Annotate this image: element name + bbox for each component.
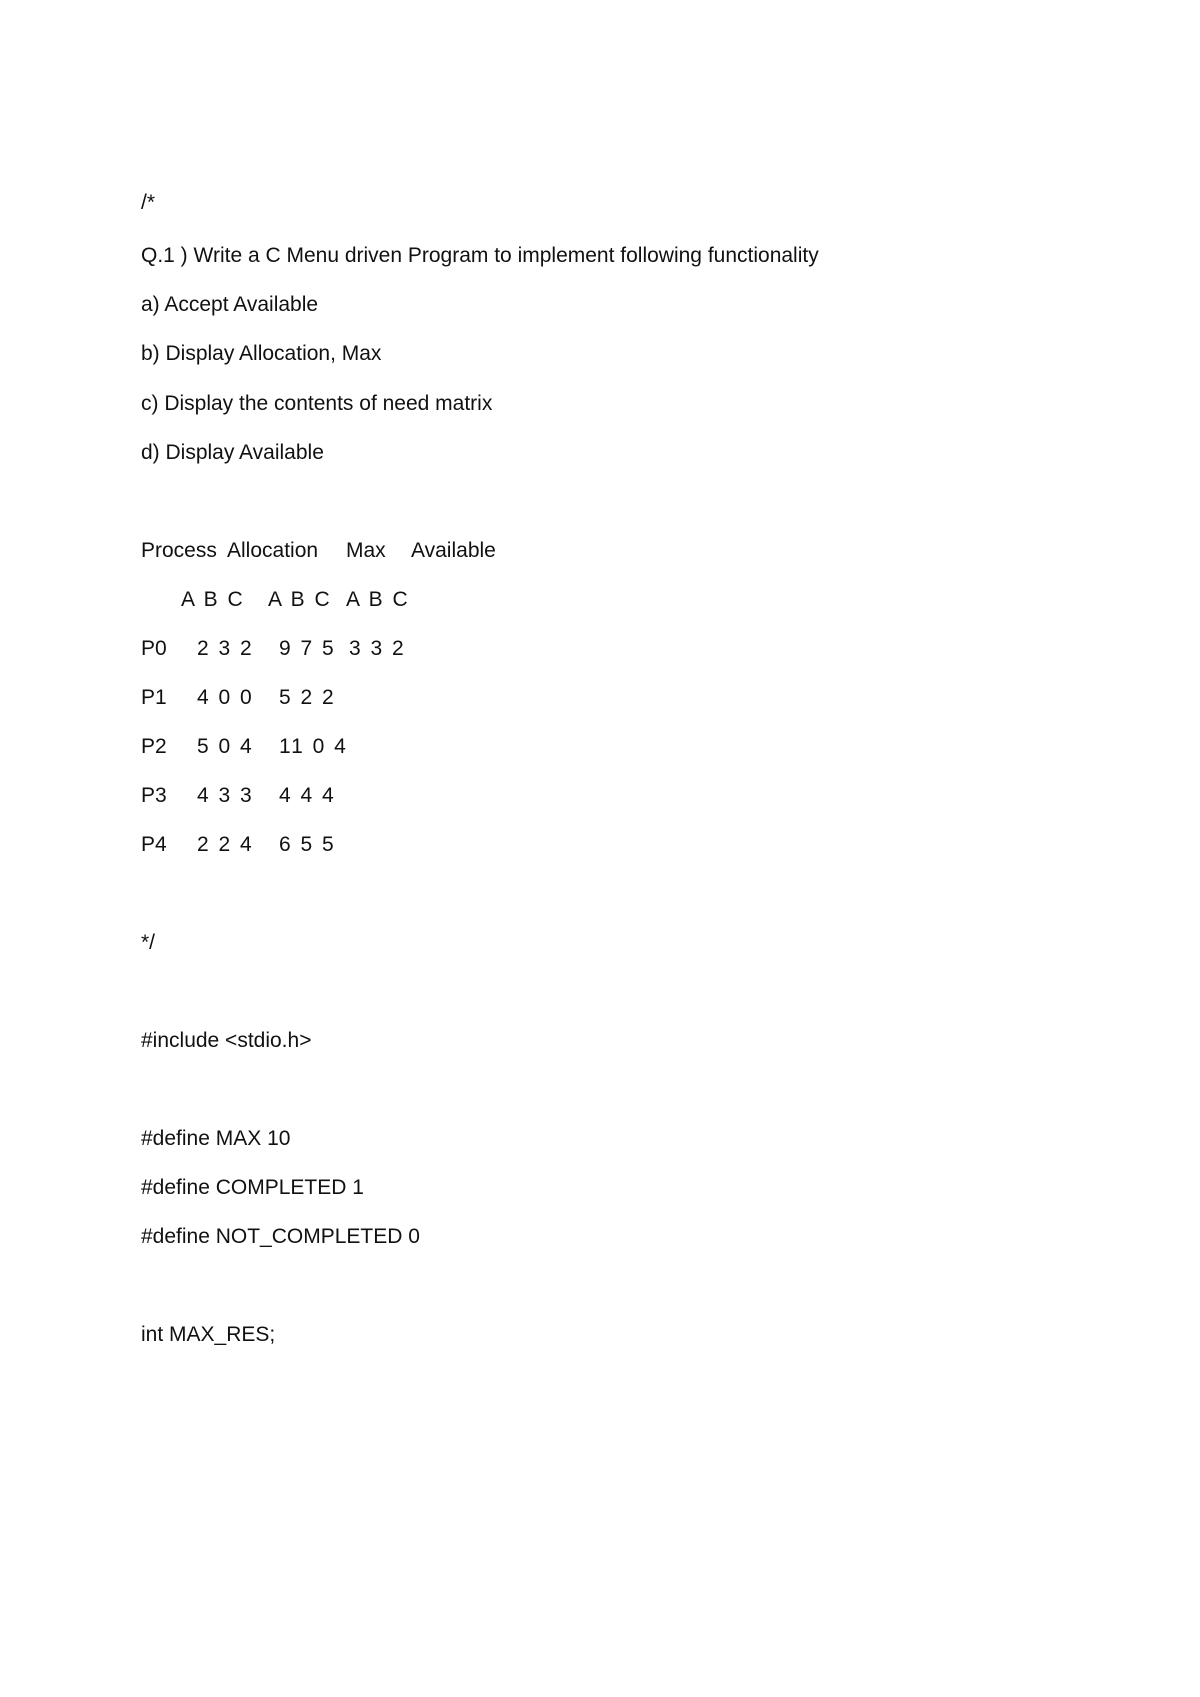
row-max: 5 2 2 [279,686,336,709]
include-directive: #include <stdio.h> [141,1029,312,1052]
header-available: Available [411,539,496,562]
header-max: Max [346,539,386,562]
row-allocation: 2 3 2 [197,637,254,660]
header-process: Process [141,539,217,562]
subheader-available: A B C [346,588,410,611]
row-max: 9 7 5 [279,637,336,660]
option-d: d) Display Available [141,441,324,464]
option-b: b) Display Allocation, Max [141,342,382,365]
subheader-allocation: A B C [181,588,245,611]
question-text: Q.1 ) Write a C Menu driven Program to implement following functionality [141,244,819,267]
option-a: a) Accept Available [141,293,319,316]
row-process: P3 [141,784,167,807]
header-allocation: Allocation [227,539,319,562]
row-allocation: 4 3 3 [197,784,254,807]
row-process: P2 [141,735,167,758]
define-completed: #define COMPLETED 1 [141,1176,364,1199]
row-available: 3 3 2 [349,637,406,660]
subheader-max: A B C [268,588,332,611]
row-max: 11 0 4 [279,735,348,758]
option-c: c) Display the contents of need matrix [141,392,493,415]
row-allocation: 2 2 4 [197,833,254,856]
row-allocation: 5 0 4 [197,735,254,758]
row-process: P4 [141,833,167,856]
define-not-completed: #define NOT_COMPLETED 0 [141,1225,420,1248]
comment-close: */ [141,931,156,954]
row-process: P1 [141,686,167,709]
row-allocation: 4 0 0 [197,686,254,709]
comment-open: /* [141,191,156,214]
row-max: 4 4 4 [279,784,336,807]
row-max: 6 5 5 [279,833,336,856]
row-process: P0 [141,637,167,660]
define-max: #define MAX 10 [141,1127,291,1150]
variable-declaration: int MAX_RES; [141,1323,276,1346]
